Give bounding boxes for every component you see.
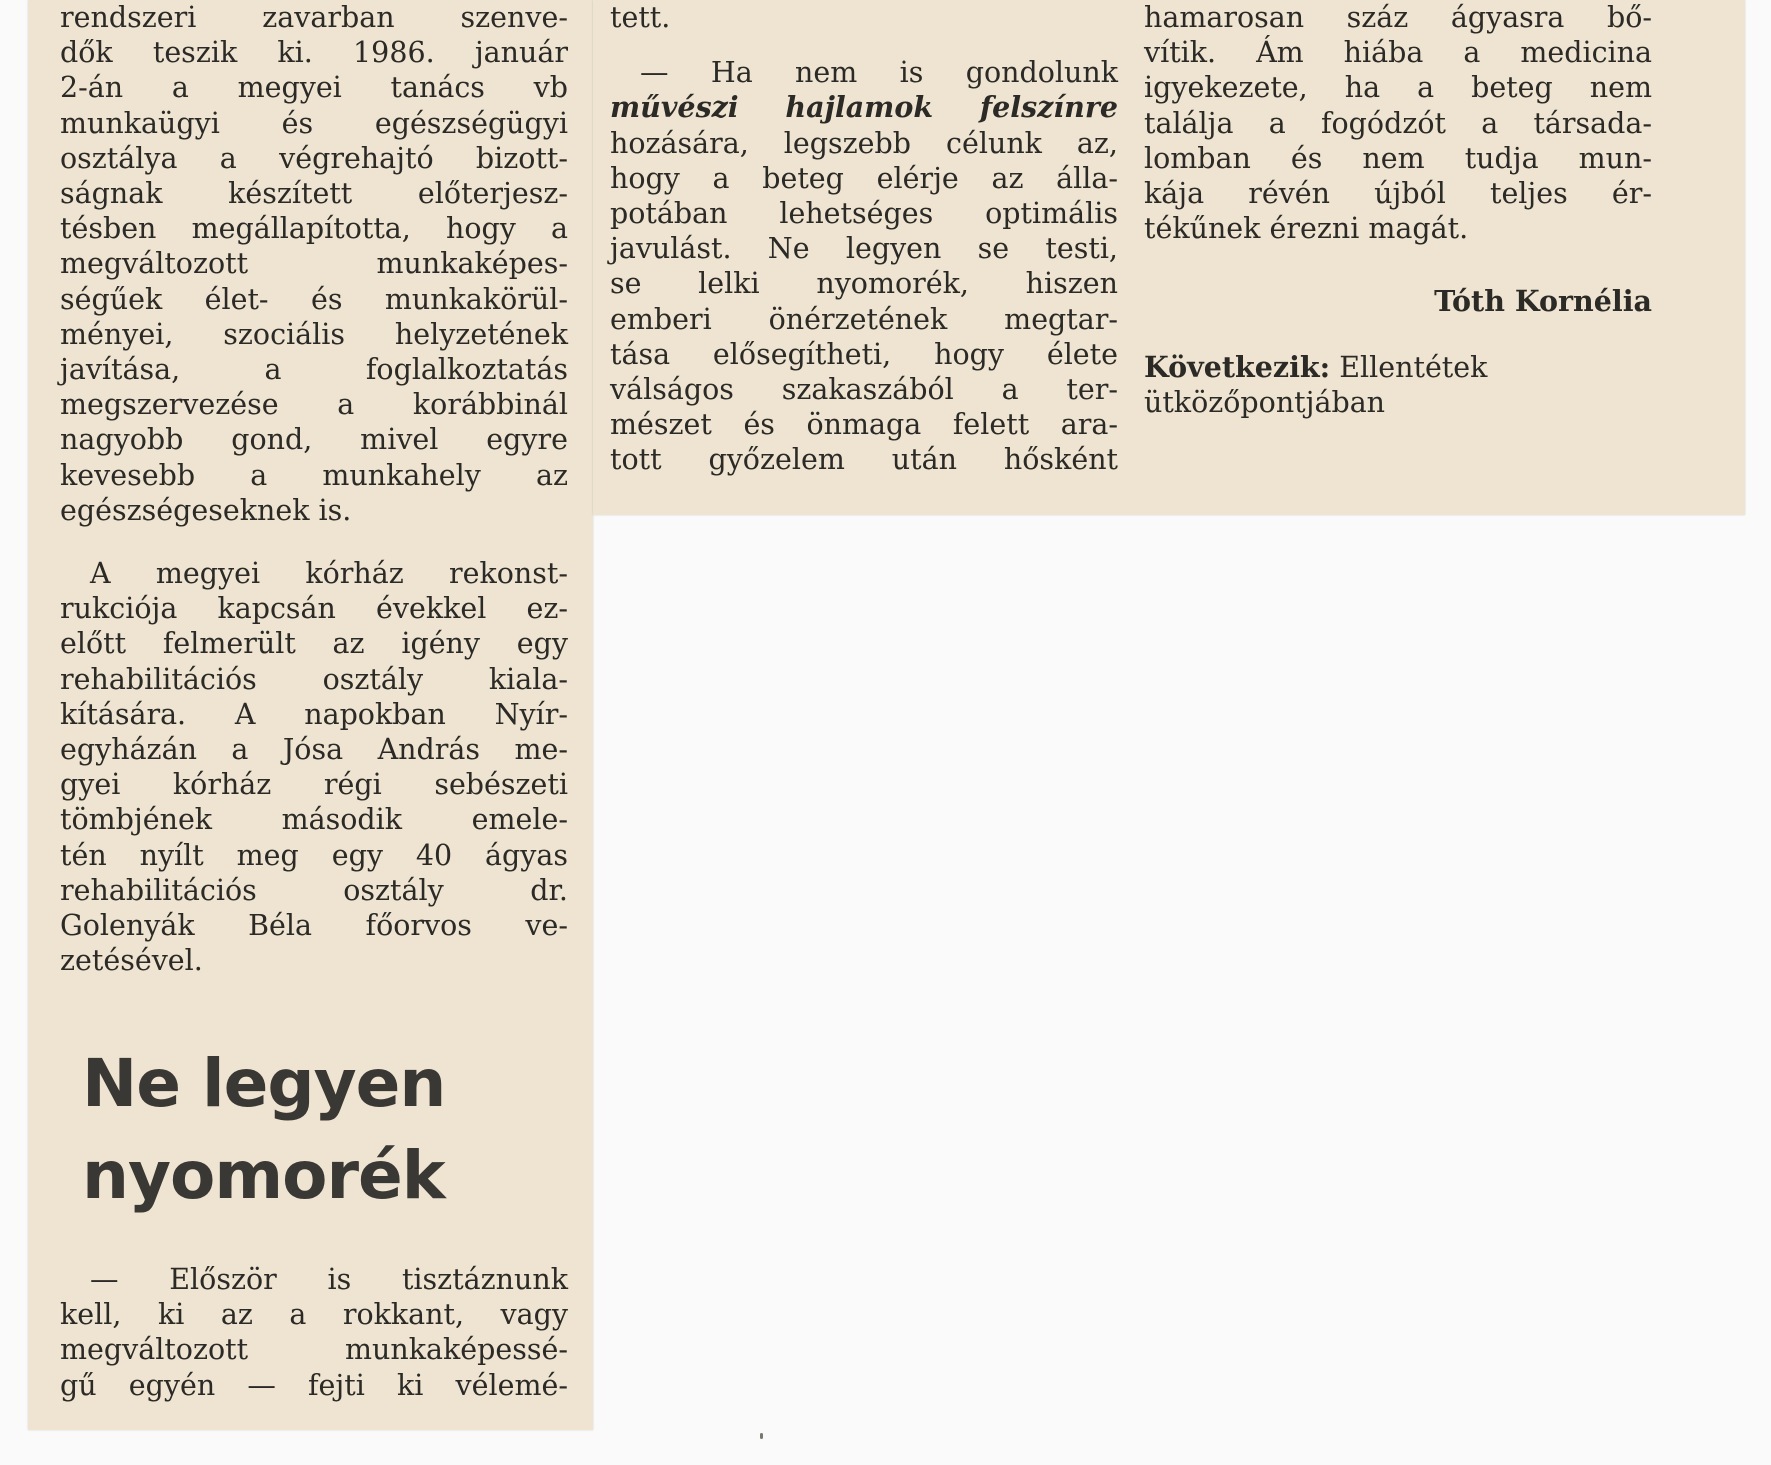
text-line: kell, ki az a rokkant, vagy: [60, 1298, 568, 1332]
text-line: potában lehetséges optimális: [610, 197, 1118, 231]
text-line: tömbjének második emele-: [60, 803, 568, 837]
text-line: ményei, szociális helyzetének: [60, 317, 568, 351]
text-line: egészségeseknek is.: [60, 493, 352, 527]
text-line: mészet és önmaga felett ara-: [610, 408, 1118, 442]
continuation-note: [1144, 350, 1652, 420]
text-line: előtt felmerült az igény egy: [60, 627, 568, 661]
text-line: A megyei kórház rekonst-: [90, 557, 568, 591]
text-line: se lelki nyomorék, hiszen: [610, 267, 1118, 301]
text-line: Golenyák Béla főorvos ve-: [60, 909, 568, 943]
paragraph-quote: [610, 55, 1118, 477]
text-line: ságnak készített előterjesz-: [60, 177, 568, 211]
article-column-3: [1144, 0, 1652, 420]
paragraph-col2: [610, 0, 1118, 35]
text-line: tett.: [610, 1, 671, 34]
paragraph-1: [60, 0, 568, 528]
text-line: gyei kórház régi sebészeti: [60, 768, 568, 802]
section-headline: [82, 1038, 552, 1222]
author-signature: Tóth Kornélia: [1434, 284, 1652, 319]
paragraph-3: [60, 1262, 568, 1403]
text-line: kája révén újból teljes ér-: [1144, 177, 1652, 211]
text-line: vítik. Ám hiába a medicina: [1144, 36, 1652, 70]
text-line: kevesebb a munkahely az: [60, 458, 568, 492]
text-line: válságos szakaszából a ter-: [610, 373, 1118, 407]
text-line: zetésével.: [60, 944, 203, 978]
text-line: művészi hajlamok felszínre: [610, 90, 1118, 125]
text-line: osztálya a végrehajtó bizott-: [60, 141, 568, 175]
text-line: lomban és nem tudja mun-: [1144, 141, 1652, 175]
text-line: megváltozott munkaképes-: [60, 247, 568, 281]
text-line: tékűnek érezni magát.: [1144, 212, 1469, 246]
continuation-text: Ellentétek ütközőpontjában: [1144, 350, 1488, 419]
text-line: ségűek élet- és munkakörül-: [60, 282, 568, 316]
text-line: emberi önérzetének megtar-: [610, 302, 1118, 336]
text-line: találja a fogódzót a társada-: [1144, 106, 1652, 140]
text-line: tása elősegítheti, hogy élete: [610, 337, 1118, 371]
text-line: megszervezése a korábbinál: [60, 388, 568, 422]
text-line: javulást. Ne legyen se testi,: [610, 232, 1118, 266]
text-line: rukciója kapcsán évekkel ez-: [60, 592, 568, 626]
article-column-2: [610, 0, 1118, 478]
scan-speck: [760, 1433, 763, 1439]
text-line: nagyobb gond, mivel egyre: [60, 423, 568, 457]
text-line: — Először is tisztáznunk: [90, 1263, 568, 1296]
text-line: igyekezete, ha a beteg nem: [1144, 71, 1652, 105]
text-line: tén nyílt meg egy 40 ágyas: [60, 838, 568, 872]
text-line: hozására, legszebb célunk az,: [610, 126, 1118, 160]
headline-line: Ne legyen: [82, 1045, 446, 1122]
text-line: rehabilitációs osztály dr.: [60, 873, 568, 907]
text-line: rehabilitációs osztály kiala-: [60, 662, 568, 696]
text-line: tésben megállapította, hogy a: [60, 212, 568, 246]
text-line: tott győzelem után hősként: [610, 443, 1118, 477]
text-line: megváltozott munkaképessé-: [60, 1333, 568, 1367]
text-line: javítása, a foglalkoztatás: [60, 353, 568, 387]
text-line: munkaügyi és egészségügyi: [60, 106, 568, 140]
text-line: hamarosan száz ágyasra bő-: [1144, 1, 1652, 34]
text-line: egyházán a Jósa András me-: [60, 733, 568, 767]
text-line: kítására. A napokban Nyír-: [60, 697, 568, 731]
text-line: — Ha nem is gondolunk: [640, 56, 1118, 90]
paragraph-2: [60, 556, 568, 978]
headline-line: nyomorék: [82, 1137, 445, 1214]
article-column-1-continued: [60, 1262, 568, 1403]
text-line: rendszeri zavarban szenve-: [60, 1, 568, 34]
continuation-label: Következik:: [1144, 349, 1331, 384]
paragraph-col3: [1144, 0, 1652, 246]
text-line: 2-án a megyei tanács vb: [60, 71, 568, 105]
article-column-1: [60, 0, 568, 978]
text-line: hogy a beteg elérje az álla-: [610, 161, 1118, 195]
text-line: gű egyén — fejti ki vélemé-: [60, 1368, 568, 1402]
text-line: dők teszik ki. 1986. január: [60, 36, 568, 70]
